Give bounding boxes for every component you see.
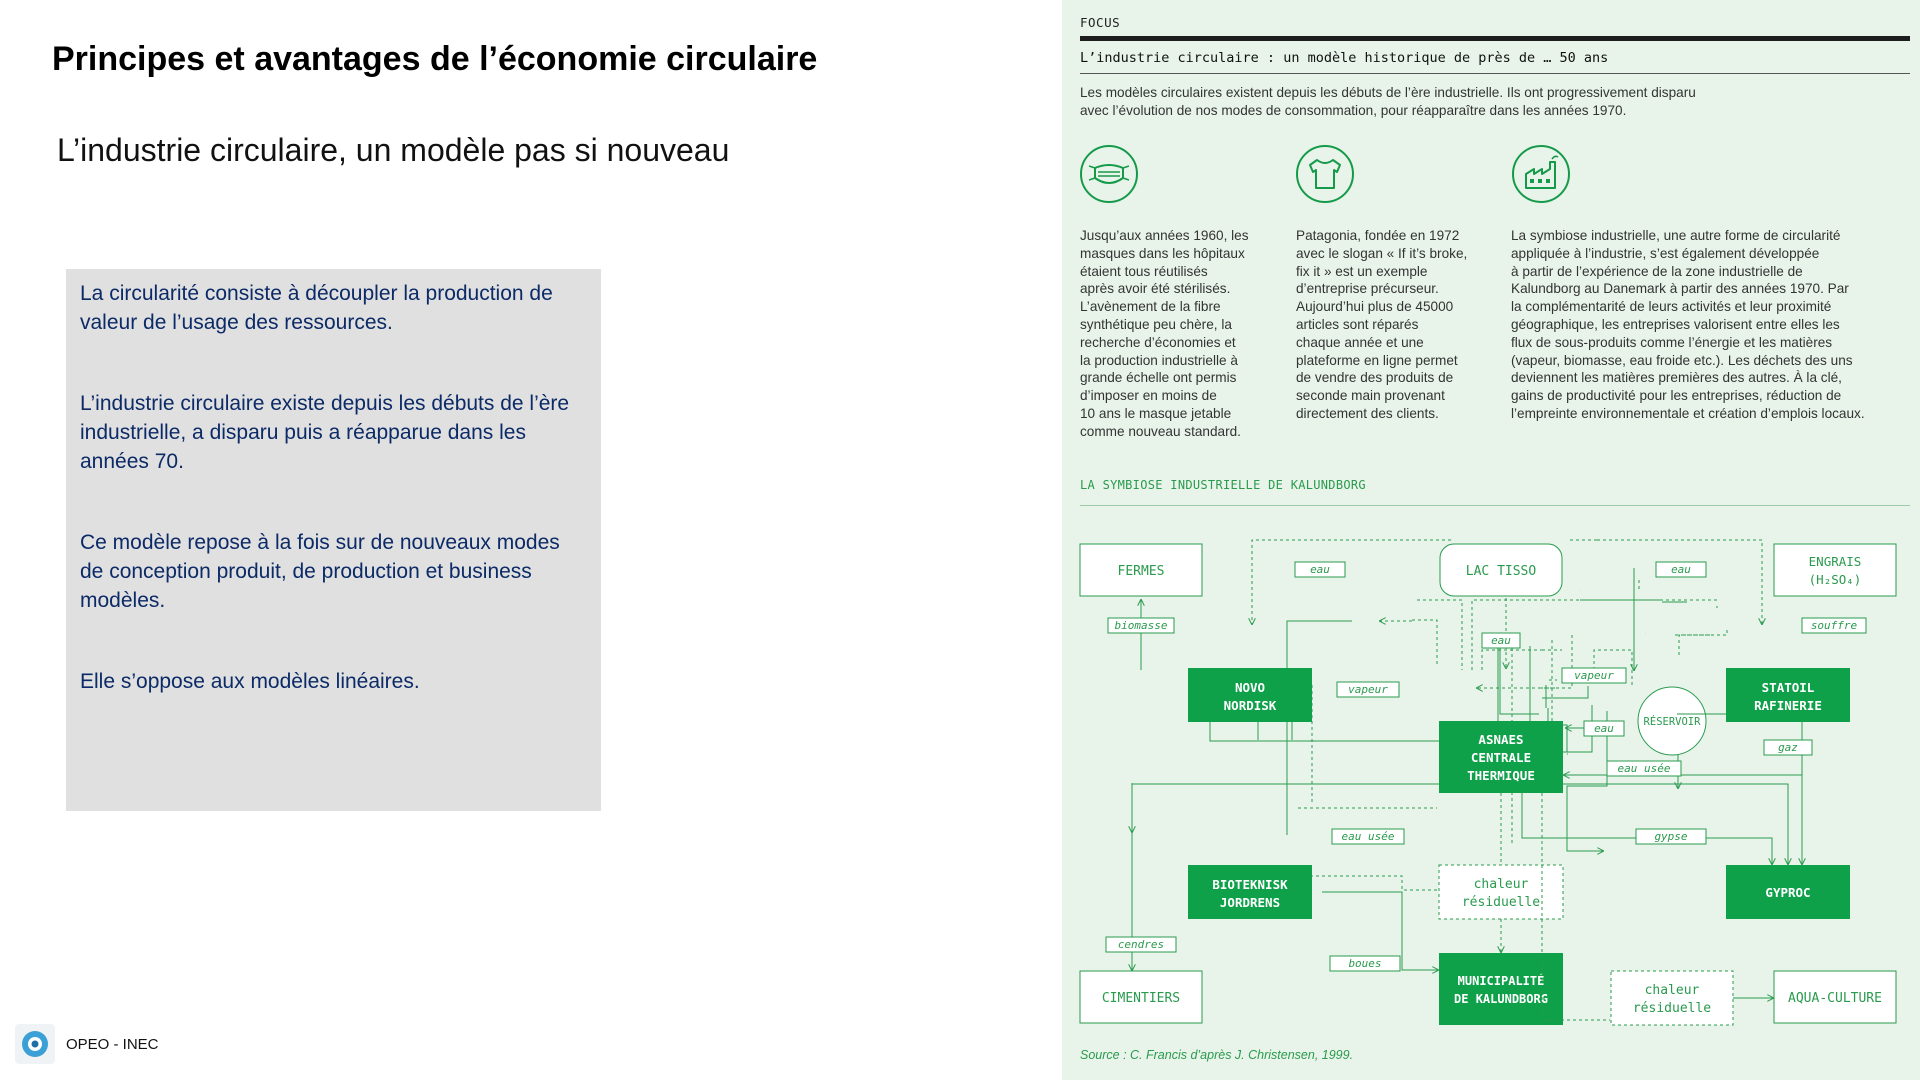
node-label: RAFINERIE [1754,698,1822,713]
node-label: résiduelle [1461,895,1541,910]
text-line: l’empreinte environnementale et création d’emplois locaux. [1511,405,1865,421]
node-label: LAC TISSO [1465,564,1537,579]
factory-icon [1511,144,1571,204]
text-line: chaque année et une [1296,334,1424,350]
source-note: Source : C. Francis d’après J. Christensen, 1999. [1080,1048,1354,1062]
diagram-heading: LA SYMBIOSE INDUSTRIELLE DE KALUNDBORG [1080,478,1366,492]
node-label: CENTRALE [1470,750,1532,765]
intro-line: avec l’évolution de nos modes de consommation, pour réapparaître dans les années 1970. [1080,102,1627,118]
node-label: chaleur [1473,877,1529,892]
flow-label: boues [1348,957,1382,970]
flow-label: biomasse [1114,619,1168,632]
text-line: fix it » est un exemple [1296,263,1428,279]
mask-text [1080,227,1280,441]
node-municipalite [1439,953,1563,1025]
summary-paragraph: La circularité consiste à découpler la production de valeur de l’usage des ressources. [80,282,553,334]
text-line: appliquée à l’industrie, s’est également développée [1511,245,1820,261]
node-novo-nordisk [1188,668,1312,722]
symbiose-text [1511,227,1911,423]
summary-paragraph: Ce modèle repose à la fois sur de nouveaux modes de conception produit, de production et business modèles. [80,531,560,612]
text-line: grande échelle ont permis [1080,370,1237,386]
intro-line: Les modèles circulaires existent depuis les débuts de l’ère industrielle. Ils ont progressivement disparu [1080,85,1696,100]
text-line: flux de sous-produits comme l’énergie et les matières [1511,334,1833,350]
node-label: BIOTEKNISK [1212,877,1288,892]
flow-label: eau usée [1617,762,1671,775]
text-line: la complémentarité de leurs activités et leur proximité [1511,299,1832,315]
node-label: THERMIQUE [1467,768,1535,783]
flow-label: eau usée [1341,830,1395,843]
divider [1080,73,1910,74]
slide-subtitle: L’industrie circulaire, un modèle pas si nouveau [57,132,730,168]
patagonia-text [1296,227,1496,423]
node-chaleur-residuelle-2 [1611,971,1733,1025]
text-line: recherche d’économies et [1080,334,1236,350]
summary-paragraph: Elle s’oppose aux modèles linéaires. [80,670,420,693]
node-label: résiduelle [1632,1001,1712,1016]
mask-icon [1079,144,1139,204]
node-label: chaleur [1644,983,1700,998]
text-line: (vapeur, biomasse, eau froide etc.). Les déchets des uns [1511,352,1853,368]
text-line: La symbiose industrielle, une autre forme de circularité [1511,228,1841,243]
flow-label: souffre [1810,619,1858,632]
flow-label: gypse [1654,830,1688,843]
summary-paragraph: L’industrie circulaire existe depuis les débuts de l’ère industrielle, a disparu puis a réapparue dans les années 70. [80,392,570,473]
node-label: DE KALUNDBORG [1454,992,1548,1006]
node-label: ASNAES [1478,732,1524,747]
text-line: L’avènement de la fibre [1080,299,1221,315]
text-line: étaient tous réutilisés [1080,263,1208,279]
node-label: (H₂SO₄) [1808,572,1862,587]
slide-title: Principes et avantages de l’économie circulaire [52,40,818,78]
tshirt-icon [1295,144,1355,204]
node-statoil [1726,668,1850,722]
text-line: gains de productivité pour les entreprises, réduction de [1511,388,1842,404]
node-label: JORDRENS [1219,895,1281,910]
node-bioteknisk [1188,865,1312,919]
text-line: géographique, les entreprises valorisent entre elles les [1511,316,1840,332]
flow-label: gaz [1778,741,1798,754]
text-line: de vendre des produits de [1296,370,1454,386]
flow-label: eau [1310,563,1330,576]
text-line: Patagonia, fondée en 1972 [1296,228,1460,243]
focus-panel [1062,0,1920,1080]
text-line: masques dans les hôpitaux [1080,245,1245,261]
text-line: deviennent les matières premières des autres. À la clé, [1511,370,1842,386]
text-line: Aujourd’hui plus de 45000 [1296,299,1454,315]
text-line: 10 ans le masque jetable [1080,405,1232,421]
divider [1080,505,1910,506]
text-line: avec le slogan « If it’s broke, [1296,245,1468,261]
text-line: synthétique peu chère, la [1080,316,1232,332]
flow-label: vapeur [1574,669,1614,682]
node-label: CIMENTIERS [1101,991,1181,1006]
kalundborg-diagram [1062,520,1920,1040]
footer-label: OPEO - INEC [66,1036,159,1053]
text-line: d’entreprise précurseur. [1296,281,1439,297]
text-line: articles sont réparés [1296,316,1419,332]
node-label: GYPROC [1765,885,1811,900]
node-label: NORDISK [1223,698,1277,713]
node-label: NOVO [1234,680,1266,695]
text-line: Jusqu’aux années 1960, les [1080,228,1249,243]
focus-intro [1080,84,1800,120]
text-line: plateforme en ligne permet [1296,352,1458,368]
flow-label: vapeur [1348,683,1388,696]
summary-box [66,269,601,811]
focus-label: FOCUS [1080,15,1121,30]
text-line: directement des clients. [1296,405,1439,421]
node-engrais [1774,544,1896,596]
opeo-logo-icon [15,1024,55,1064]
text-line: comme nouveau standard. [1080,423,1241,439]
text-line: d’imposer en moins de [1080,388,1217,404]
node-label: STATOIL [1761,680,1815,695]
divider [1080,36,1910,41]
text-line: après avoir été stérilisés. [1080,281,1231,297]
text-line: la production industrielle à [1080,352,1238,368]
text-line: à partir de l’expérience de la zone industrielle de [1511,263,1803,279]
flow-label: eau [1671,563,1691,576]
node-label: ENGRAIS [1808,554,1862,569]
focus-title: L’industrie circulaire : un modèle historique de près de … 50 ans [1080,50,1609,66]
node-label: MUNICIPALITÉ [1457,974,1545,988]
node-label: FERMES [1117,564,1165,579]
node-label: AQUA-CULTURE [1788,991,1882,1006]
node-label: RÉSERVOIR [1643,716,1701,728]
node-chaleur-residuelle [1439,865,1563,919]
flow-label: cendres [1117,938,1165,951]
flow-label: eau [1594,722,1614,735]
flow-label: eau [1491,634,1511,647]
text-line: seconde main provenant [1296,388,1445,404]
text-line: Kalundborg au Danemark à partir des années 1970. Par [1511,281,1849,297]
